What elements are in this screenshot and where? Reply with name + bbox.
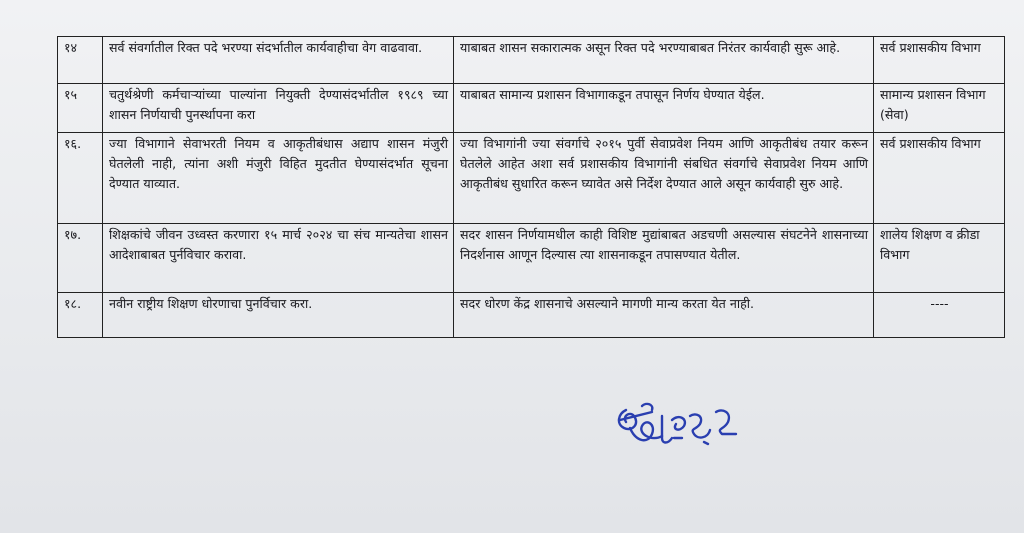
signature-stroke — [672, 417, 685, 430]
demand-text: नवीन राष्ट्रीय शिक्षण धोरणाचा पुनर्विचार करा. — [103, 293, 454, 338]
serial-number: १७. — [58, 224, 103, 293]
department-text: सामान्य प्रशासन विभाग (सेवा) — [874, 84, 1005, 133]
signature-stroke — [642, 404, 652, 410]
serial-number: १६. — [58, 133, 103, 224]
department-text: सर्व प्रशासकीय विभाग — [874, 37, 1005, 84]
department-text: सर्व प्रशासकीय विभाग — [874, 133, 1005, 224]
signature-stroke — [662, 416, 672, 443]
serial-number: १५ — [58, 84, 103, 133]
serial-number: १८. — [58, 293, 103, 338]
table-row — [58, 37, 1005, 84]
demand-text: चतुर्थश्रेणी कर्मचाऱ्यांच्या पाल्यांना नियुक्ती देण्यासंदर्भातील १९८९ च्या शासन निर्णयाची पुनर्स्थापना करा — [103, 84, 454, 133]
table-row — [58, 133, 1005, 224]
serial-number: १४ — [58, 37, 103, 84]
department-text: ---- — [874, 293, 1005, 338]
signature-stroke — [704, 442, 708, 444]
response-text: याबाबत सामान्य प्रशासन विभागाकडून तपासून निर्णय घेण्यात येईल. — [454, 84, 874, 133]
response-text: सदर शासन निर्णयामधील काही विशिष्ट मुद्यांबाबत अडचणी असल्यास संघटनेने शासनाच्या निदर्शनास आणून दिल्यास त्या शासनाकडून तपासण्यात येतील. — [454, 224, 874, 293]
signature-stroke — [716, 410, 736, 434]
demand-text: सर्व संवर्गातील रिक्त पदे भरण्या संदर्भातील कार्यवाहीचा वेग वाढवावा. — [103, 37, 454, 84]
signature-stroke — [690, 414, 710, 437]
table-row — [58, 224, 1005, 293]
table-row — [58, 84, 1005, 133]
department-text: शालेय शिक्षण व क्रीडा विभाग — [874, 224, 1005, 293]
table-row — [58, 293, 1005, 338]
demand-text: शिक्षकांचे जीवन उध्वस्त करणारा १५ मार्च २०२४ चा संच मान्यतेचा शासन आदेशाबाबत पुर्नविचार करावा. — [103, 224, 454, 293]
response-text: याबाबत शासन सकारात्मक असून रिक्त पदे भरण्याबाबत निरंतर कार्यवाही सुरू आहे. — [454, 37, 874, 84]
demands-response-table — [57, 36, 1005, 338]
handwritten-signature — [612, 398, 742, 462]
response-text: सदर धोरण केंद्र शासनाचे असल्याने मागणी मान्य करता येत नाही. — [454, 293, 874, 338]
demand-text: ज्या विभागाने सेवाभरती नियम व आकृतीबंधास अद्याप शासन मंजुरी घेतलेली नाही, त्यांना अशी मंजुरी विहित मुदतीत घेण्यासंदर्भात सूचना देण्यात याव्यात. — [103, 133, 454, 224]
response-text: ज्या विभागांनी ज्या संवर्गाचे २०१५ पुर्वी सेवाप्रवेश नियम आणि आकृतीबंध तयार करून घेतलेले आहेत अशा सर्व प्रशासकीय विभागांनी संबधित संवर्गाचे सेवाप्रवेश नियम आणि आकृतीबंध सुधारित करून घ्यावेत असे निर्देश देण्यात आले असून कार्यवाही सुरु आहे. — [454, 133, 874, 224]
